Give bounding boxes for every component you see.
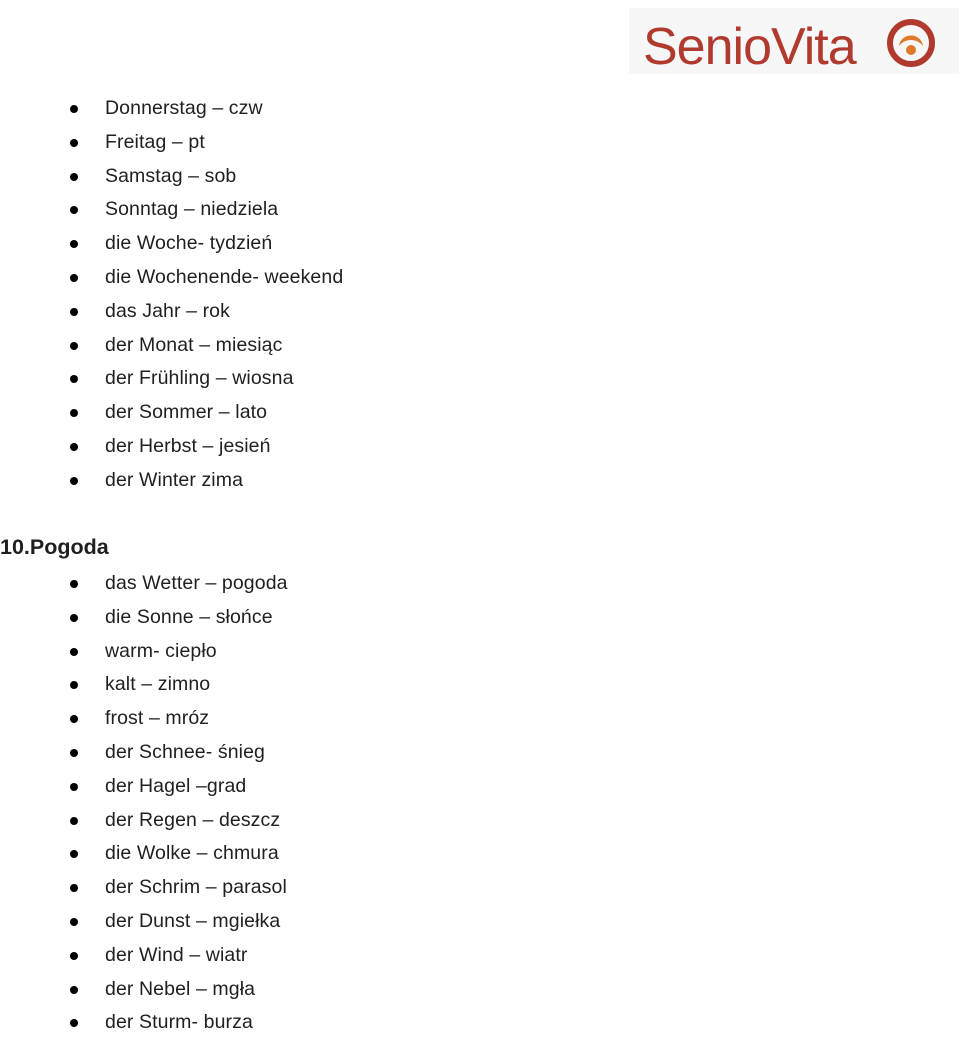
bullet-icon: [70, 614, 78, 622]
section-number: 10.: [0, 535, 30, 559]
bullet-icon: [70, 884, 78, 892]
bullet-icon: [70, 139, 78, 147]
bullet-icon: [70, 681, 78, 689]
bullet-icon: [70, 342, 78, 350]
svg-text:SenioVita: [643, 18, 857, 74]
bullet-icon: [70, 817, 78, 825]
bullet-icon: [70, 375, 78, 383]
logo-swirl-icon: [890, 22, 932, 64]
bullet-icon: [70, 173, 78, 181]
logo-text-senio: Senio: [643, 18, 771, 74]
bullet-icon: [70, 409, 78, 417]
seniovita-logo-graphic: [629, 8, 959, 74]
bullet-icon: [70, 1019, 78, 1027]
bullet-icon: [70, 443, 78, 451]
bullet-icon: [70, 648, 78, 656]
bullet-icon: [70, 952, 78, 960]
bullet-icon: [70, 918, 78, 926]
bullet-icon: [70, 308, 78, 316]
section-title: Pogoda: [29, 535, 109, 559]
bullet-icon: [70, 715, 78, 723]
bullet-icon: [70, 105, 78, 113]
bullet-icon: [70, 580, 78, 588]
bullet-icon: [70, 240, 78, 248]
seniovita-logo: [629, 8, 959, 74]
bullet-icon: [70, 850, 78, 858]
logo-text-vita: Vita: [771, 18, 856, 74]
bullet-icon: [70, 206, 78, 214]
bullet-icon: [70, 477, 78, 485]
section-heading-weather: [0, 532, 109, 562]
bullet-icon: [70, 749, 78, 757]
bullet-icon: [70, 986, 78, 994]
bullet-icon: [70, 783, 78, 791]
bullet-icon: [70, 274, 78, 282]
